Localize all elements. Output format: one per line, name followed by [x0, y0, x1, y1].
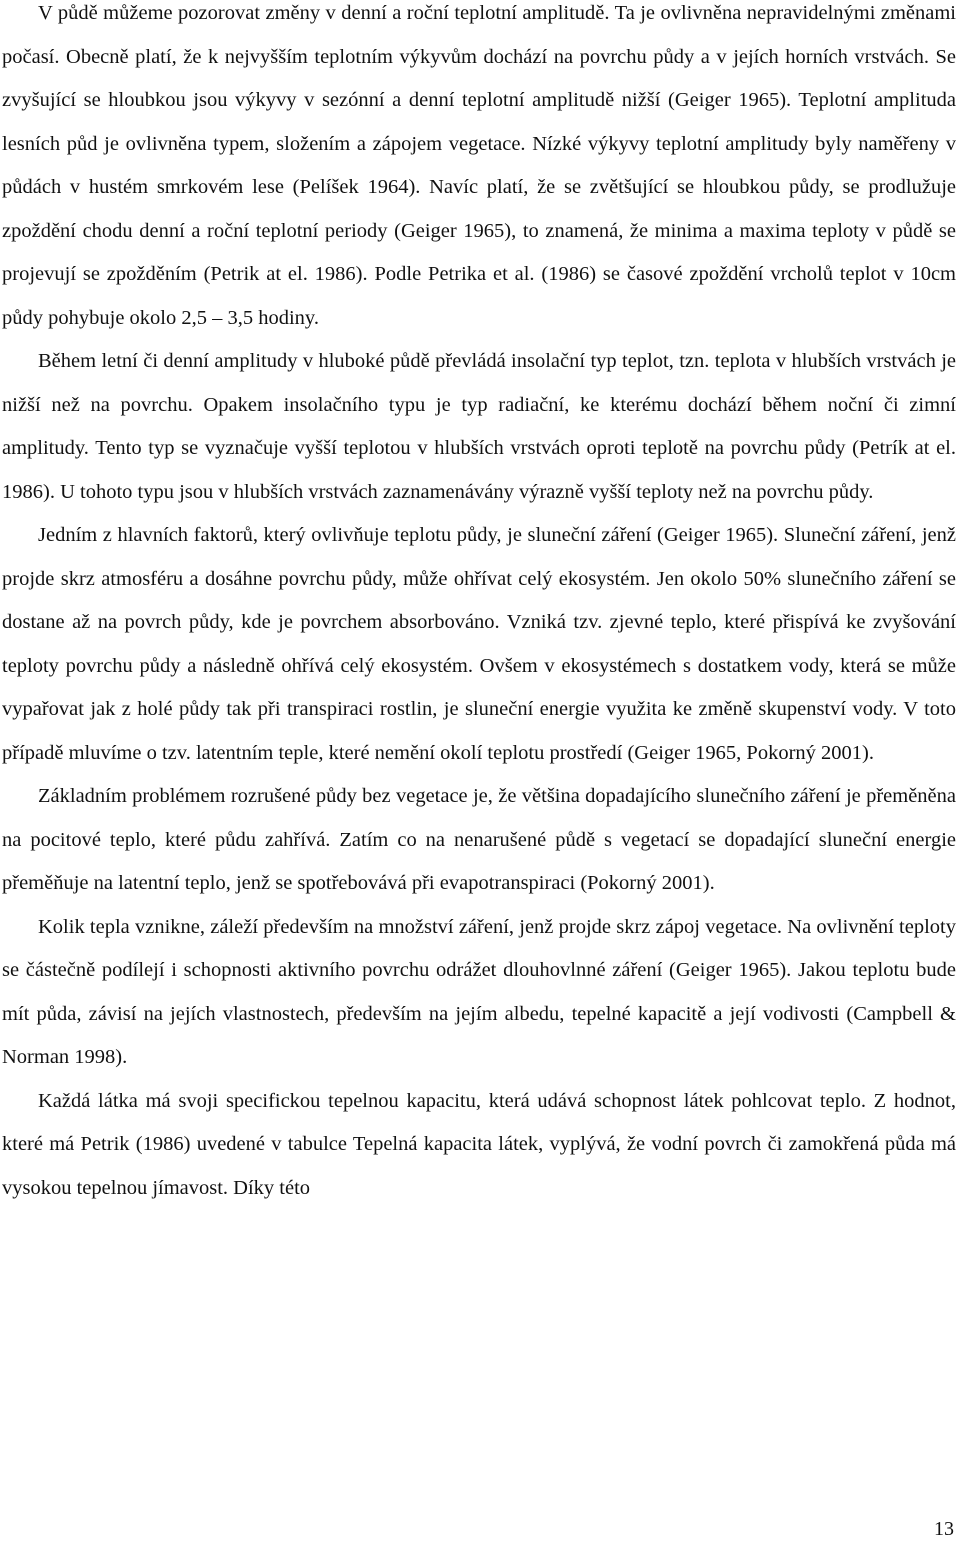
document-body [2, 0, 956, 1210]
paragraph-disturbed-soil: Základním problémem rozrušené půdy bez vegetace je, že většina dopadajícího slunečního záření je přeměněna na pocitové teplo, které půdu zahřívá. Zatím co na nenarušené půdě s vegetací se dopadající sluneční energie přeměňuje na latentní teplo, jenž se spotřebovává při evapotranspiraci (Pokorný 2001). [2, 785, 956, 894]
paragraph-insolation-radiation-types: Během letní či denní amplitudy v hluboké půdě převládá insolační typ teplot, tzn. teplota v hlubších vrstvách je nižší než na povrchu. Opakem insolačního typu je typ radiační, ke kterému dochází během noční či zimní amplitudy. Tento typ se vyznačuje vyšší teplotou v hlubších vrstvách oproti teplotě na povrchu půdy (Petrík at el. 1986). U tohoto typu jsou v hlubších vrstvách zaznamenávány výrazně vyšší teploty než na povrchu půdy. [2, 350, 956, 503]
page-number: 13 [934, 1518, 954, 1540]
paragraph-heat-generation: Kolik tepla vznikne, záleží především na množství záření, jenž projde skrz zápoj vegetace. Na ovlivnění teploty se částečně podílejí i schopnosti aktivního povrchu odrážet dlouhovlnné záření (Geiger 1965). Jakou teplotu bude mít půda, závisí na jejích vlastnostech, především na jejím albedu, tepelné kapacitě a její vodivosti (Campbell & Norman 1998). [2, 915, 956, 1068]
paragraph-soil-temperature-amplitude: V půdě můžeme pozorovat změny v denní a roční teplotní amplitudě. Ta je ovlivněna nepravidelnými změnami počasí. Obecně platí, že k nejvyšším teplotním výkyvům dochází na povrchu půdy a v jejích horních vrstvách. Se zvyšující se hloubkou jsou výkyvy v sezónní a denní teplotní amplitudě nižší (Geiger 1965). Teplotní amplituda lesních půd je ovlivněna typem, složením a zápojem vegetace. Nízké výkyvy teplotní amplitudy byly naměřeny v půdách v hustém smrkovém lese (Pelíšek 1964). Navíc platí, že se zvětšující se hloubkou půdy, se prodlužuje zpoždění chodu denní a roční teplotní periody (Geiger 1965), to znamená, že minima a maxima teploty v půdě se projevují se zpožděním (Petrik at el. 1986). Podle Petrika et al. (1986) se časové zpoždění vrcholů teplot v 10cm půdy pohybuje okolo 2,5 – 3,5 hodiny. [2, 2, 956, 329]
paragraph-heat-capacity: Každá látka má svoji specifickou tepelnou kapacitu, která udává schopnost látek pohlcovat teplo. Z hodnot, které má Petrik (1986) uvedené v tabulce Tepelná kapacita látek, vyplývá, že vodní povrch či zamokřená půda má vysokou tepelnou jímavost. Díky této [2, 1089, 956, 1199]
paragraph-solar-radiation: Jedním z hlavních faktorů, který ovlivňuje teplotu půdy, je sluneční záření (Geiger 1965). Sluneční záření, jenž projde skrz atmosféru a dosáhne povrchu půdy, může ohřívat celý ekosystém. Jen okolo 50% slunečního záření se dostane až na povrch půdy, kde je povrchem absorbováno. Vzniká tzv. zjevné teplo, které přispívá ke zvyšování teploty povrchu půdy a následně ohřívá celý ekosystém. Ovšem v ekosystémech s dostatkem vody, která se může vypařovat jak z holé půdy tak při transpiraci rostlin, je sluneční energie využita ke změně skupenství vody. V toto případě mluvíme o tzv. latentním teple, které nemění okolí teplotu prostředí (Geiger 1965, Pokorný 2001). [2, 524, 956, 764]
